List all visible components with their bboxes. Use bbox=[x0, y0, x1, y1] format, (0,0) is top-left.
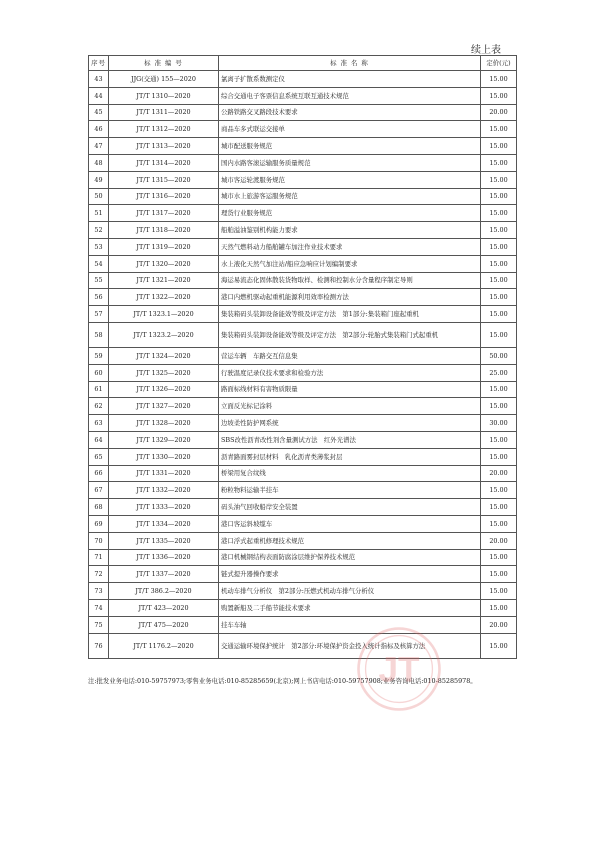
standard-name: 城市客运轮渡服务规范 bbox=[219, 171, 481, 188]
standard-name: 链式提升器操作要求 bbox=[219, 566, 481, 583]
standard-name: 沥青路面雾封层材料 乳化沥青类薄浆封层 bbox=[219, 448, 481, 465]
continued-label: 续上表 bbox=[471, 45, 501, 56]
standard-name: 机动车排气分析仪 第2部分:压燃式机动车排气分析仪 bbox=[219, 583, 481, 600]
price: 20.00 bbox=[481, 616, 517, 633]
price: 20.00 bbox=[481, 465, 517, 482]
standard-name: 水上液化天然气加注站/船应急响应计划编制要求 bbox=[219, 255, 481, 272]
standard-code: JT/T 1310—2020 bbox=[109, 87, 219, 104]
row-number: 55 bbox=[89, 272, 109, 289]
table-row bbox=[89, 364, 517, 381]
price: 15.00 bbox=[481, 121, 517, 138]
standard-name: 氯离子扩散系数测定仪 bbox=[219, 71, 481, 88]
table-body bbox=[89, 71, 517, 659]
standard-code: JT/T 1332—2020 bbox=[109, 482, 219, 499]
price: 15.00 bbox=[481, 448, 517, 465]
table-row bbox=[89, 515, 517, 532]
table-row bbox=[89, 566, 517, 583]
row-number: 61 bbox=[89, 381, 109, 398]
price: 15.00 bbox=[481, 87, 517, 104]
row-number: 76 bbox=[89, 633, 109, 658]
standard-code: JT/T 1337—2020 bbox=[109, 566, 219, 583]
price: 15.00 bbox=[481, 583, 517, 600]
row-number: 47 bbox=[89, 138, 109, 155]
table-row bbox=[89, 616, 517, 633]
table-row bbox=[89, 255, 517, 272]
row-number: 69 bbox=[89, 515, 109, 532]
standard-code: JT/T 1320—2020 bbox=[109, 255, 219, 272]
standard-name: 桥梁用复合纹线 bbox=[219, 465, 481, 482]
standard-name: 挂车车轴 bbox=[219, 616, 481, 633]
row-number: 73 bbox=[89, 583, 109, 600]
table-row bbox=[89, 381, 517, 398]
standard-name: 港口客运斜坡缆车 bbox=[219, 515, 481, 532]
standard-code: JT/T 1335—2020 bbox=[109, 532, 219, 549]
standard-code: JT/T 1313—2020 bbox=[109, 138, 219, 155]
standard-code: JT/T 1323.2—2020 bbox=[109, 322, 219, 347]
row-number: 58 bbox=[89, 322, 109, 347]
price: 15.00 bbox=[481, 398, 517, 415]
price: 15.00 bbox=[481, 322, 517, 347]
table-row bbox=[89, 138, 517, 155]
standard-name: 海运易流态化固体散装货物取样、检测和控制水分含量程序制定导则 bbox=[219, 272, 481, 289]
row-number: 48 bbox=[89, 154, 109, 171]
table-row bbox=[89, 347, 517, 364]
column-header-no: 序号 bbox=[89, 56, 109, 71]
standard-name: 港口机械钢结构表面防腐涂层维护保养技术规范 bbox=[219, 549, 481, 566]
row-number: 60 bbox=[89, 364, 109, 381]
svg-text:JT: JT bbox=[378, 650, 420, 690]
price: 15.00 bbox=[481, 255, 517, 272]
table-row bbox=[89, 154, 517, 171]
standard-code: JT/T 1314—2020 bbox=[109, 154, 219, 171]
table-row bbox=[89, 415, 517, 432]
table-row bbox=[89, 104, 517, 121]
row-number: 43 bbox=[89, 71, 109, 88]
footer-note: 注:批发业务电话:010-59757973;零售业务电话:010-85285659(北京);网上书店电话:010-59757908;业务咨询电话:010-85285978。 bbox=[88, 677, 477, 685]
row-number: 64 bbox=[89, 431, 109, 448]
row-number: 62 bbox=[89, 398, 109, 415]
column-header-name: 标 准 名 称 bbox=[219, 56, 481, 71]
price: 15.00 bbox=[481, 499, 517, 516]
table-row bbox=[89, 205, 517, 222]
table-row bbox=[89, 398, 517, 415]
standard-code: JT/T 1325—2020 bbox=[109, 364, 219, 381]
row-number: 67 bbox=[89, 482, 109, 499]
standard-code: JT/T 423—2020 bbox=[109, 599, 219, 616]
table-row bbox=[89, 431, 517, 448]
table-header-row bbox=[89, 56, 517, 71]
table-row bbox=[89, 272, 517, 289]
price: 15.00 bbox=[481, 188, 517, 205]
table-row bbox=[89, 289, 517, 306]
price: 15.00 bbox=[481, 205, 517, 222]
row-number: 70 bbox=[89, 532, 109, 549]
standard-name: 边坡柔性防护网系统 bbox=[219, 415, 481, 432]
table-row bbox=[89, 448, 517, 465]
table-row bbox=[89, 599, 517, 616]
standard-name: 营运车辆 车路交互信息集 bbox=[219, 347, 481, 364]
standard-name: 城市配送服务规范 bbox=[219, 138, 481, 155]
row-number: 49 bbox=[89, 171, 109, 188]
standard-name: 港口内燃机驱动起重机能源利用效率检测方法 bbox=[219, 289, 481, 306]
standard-code: JT/T 1311—2020 bbox=[109, 104, 219, 121]
standard-name: 行驶温度记录仪技术要求和检验方法 bbox=[219, 364, 481, 381]
standard-code: JT/T 386.2—2020 bbox=[109, 583, 219, 600]
price: 30.00 bbox=[481, 415, 517, 432]
price: 15.00 bbox=[481, 272, 517, 289]
price: 15.00 bbox=[481, 482, 517, 499]
row-number: 72 bbox=[89, 566, 109, 583]
table-row bbox=[89, 87, 517, 104]
row-number: 50 bbox=[89, 188, 109, 205]
price: 15.00 bbox=[481, 431, 517, 448]
row-number: 66 bbox=[89, 465, 109, 482]
column-header-price: 定价(元) bbox=[481, 56, 517, 71]
standard-name: 集装箱码头装卸设备能效等级及评定方法 第1部分:集装箱门座起重机 bbox=[219, 306, 481, 323]
price: 15.00 bbox=[481, 238, 517, 255]
row-number: 74 bbox=[89, 599, 109, 616]
table-row bbox=[89, 549, 517, 566]
standard-name: 购置新船及二手船节能技术要求 bbox=[219, 599, 481, 616]
row-number: 54 bbox=[89, 255, 109, 272]
row-number: 52 bbox=[89, 222, 109, 239]
table-row bbox=[89, 222, 517, 239]
table-row bbox=[89, 188, 517, 205]
table-row bbox=[89, 121, 517, 138]
price: 15.00 bbox=[481, 71, 517, 88]
standard-code: JT/T 1316—2020 bbox=[109, 188, 219, 205]
price: 15.00 bbox=[481, 306, 517, 323]
standard-code: JT/T 1329—2020 bbox=[109, 431, 219, 448]
standard-code: JT/T 1331—2020 bbox=[109, 465, 219, 482]
standard-code: JT/T 1176.2—2020 bbox=[109, 633, 219, 658]
row-number: 71 bbox=[89, 549, 109, 566]
table-row bbox=[89, 465, 517, 482]
standard-name: SBS改性沥青改性剂含量测试方法 红外光谱法 bbox=[219, 431, 481, 448]
table-row bbox=[89, 583, 517, 600]
row-number: 75 bbox=[89, 616, 109, 633]
standard-name: 商品车多式联运交接单 bbox=[219, 121, 481, 138]
table-row bbox=[89, 171, 517, 188]
standard-code: JT/T 1336—2020 bbox=[109, 549, 219, 566]
price: 15.00 bbox=[481, 154, 517, 171]
table-row bbox=[89, 482, 517, 499]
standard-code: JT/T 1328—2020 bbox=[109, 415, 219, 432]
standard-name: 公路铁路交叉路段技术要求 bbox=[219, 104, 481, 121]
standard-code: JT/T 1317—2020 bbox=[109, 205, 219, 222]
standard-code: JT/T 1322—2020 bbox=[109, 289, 219, 306]
row-number: 45 bbox=[89, 104, 109, 121]
row-number: 46 bbox=[89, 121, 109, 138]
price: 20.00 bbox=[481, 532, 517, 549]
price: 20.00 bbox=[481, 104, 517, 121]
standard-code: JT/T 1318—2020 bbox=[109, 222, 219, 239]
price: 15.00 bbox=[481, 381, 517, 398]
price: 15.00 bbox=[481, 138, 517, 155]
table-row bbox=[89, 322, 517, 347]
standard-code: JT/T 475—2020 bbox=[109, 616, 219, 633]
price: 15.00 bbox=[481, 566, 517, 583]
price: 15.00 bbox=[481, 549, 517, 566]
standard-code: JT/T 1333—2020 bbox=[109, 499, 219, 516]
price: 15.00 bbox=[481, 289, 517, 306]
standard-name: 立面反光标记涂料 bbox=[219, 398, 481, 415]
table-row bbox=[89, 238, 517, 255]
standard-code: JT/T 1312—2020 bbox=[109, 121, 219, 138]
price: 15.00 bbox=[481, 515, 517, 532]
standard-name: 综合交通电子客票信息系统互联互通技术规范 bbox=[219, 87, 481, 104]
standard-code: JT/T 1327—2020 bbox=[109, 398, 219, 415]
standard-name: 港口浮式起重机修理技术规范 bbox=[219, 532, 481, 549]
standard-name: 粉粒物料运输半挂车 bbox=[219, 482, 481, 499]
standard-code: JT/T 1319—2020 bbox=[109, 238, 219, 255]
standard-code: JT/T 1324—2020 bbox=[109, 347, 219, 364]
price: 15.00 bbox=[481, 222, 517, 239]
table-row bbox=[89, 633, 517, 658]
standard-name: 天然气燃料动力船舶罐车加注作业技术要求 bbox=[219, 238, 481, 255]
standard-name: 国内水路客滚运输服务质量规范 bbox=[219, 154, 481, 171]
row-number: 51 bbox=[89, 205, 109, 222]
standard-name: 集装箱码头装卸设备能效等级及评定方法 第2部分:轮胎式集装箱门式起重机 bbox=[219, 322, 481, 347]
standard-code: JT/T 1330—2020 bbox=[109, 448, 219, 465]
standard-code: JT/T 1323.1—2020 bbox=[109, 306, 219, 323]
price: 15.00 bbox=[481, 633, 517, 658]
standard-code: JT/T 1334—2020 bbox=[109, 515, 219, 532]
price: 15.00 bbox=[481, 171, 517, 188]
standard-code: JJG(交通) 155—2020 bbox=[109, 71, 219, 88]
row-number: 65 bbox=[89, 448, 109, 465]
row-number: 68 bbox=[89, 499, 109, 516]
row-number: 63 bbox=[89, 415, 109, 432]
standard-name: 交通运输环境保护统计 第2部分:环境保护资金投入统计指标及核算方法 bbox=[219, 633, 481, 658]
row-number: 44 bbox=[89, 87, 109, 104]
column-header-code: 标 准 编 号 bbox=[109, 56, 219, 71]
standard-name: 城市水上旅游客运服务规范 bbox=[219, 188, 481, 205]
table-row bbox=[89, 532, 517, 549]
standard-name: 码头油气回收船岸安全装置 bbox=[219, 499, 481, 516]
standard-name: 路面标线材料有害物质限量 bbox=[219, 381, 481, 398]
standard-code: JT/T 1315—2020 bbox=[109, 171, 219, 188]
price: 50.00 bbox=[481, 347, 517, 364]
price: 25.00 bbox=[481, 364, 517, 381]
table-row bbox=[89, 71, 517, 88]
standard-name: 理货行业服务规范 bbox=[219, 205, 481, 222]
price: 15.00 bbox=[481, 599, 517, 616]
row-number: 59 bbox=[89, 347, 109, 364]
row-number: 56 bbox=[89, 289, 109, 306]
table-row bbox=[89, 499, 517, 516]
row-number: 53 bbox=[89, 238, 109, 255]
standards-table bbox=[88, 55, 517, 659]
table-row bbox=[89, 306, 517, 323]
standard-code: JT/T 1326—2020 bbox=[109, 381, 219, 398]
publisher-seal-watermark bbox=[355, 625, 443, 713]
standard-code: JT/T 1321—2020 bbox=[109, 272, 219, 289]
standard-name: 船舶溢油鉴别机构能力要求 bbox=[219, 222, 481, 239]
row-number: 57 bbox=[89, 306, 109, 323]
